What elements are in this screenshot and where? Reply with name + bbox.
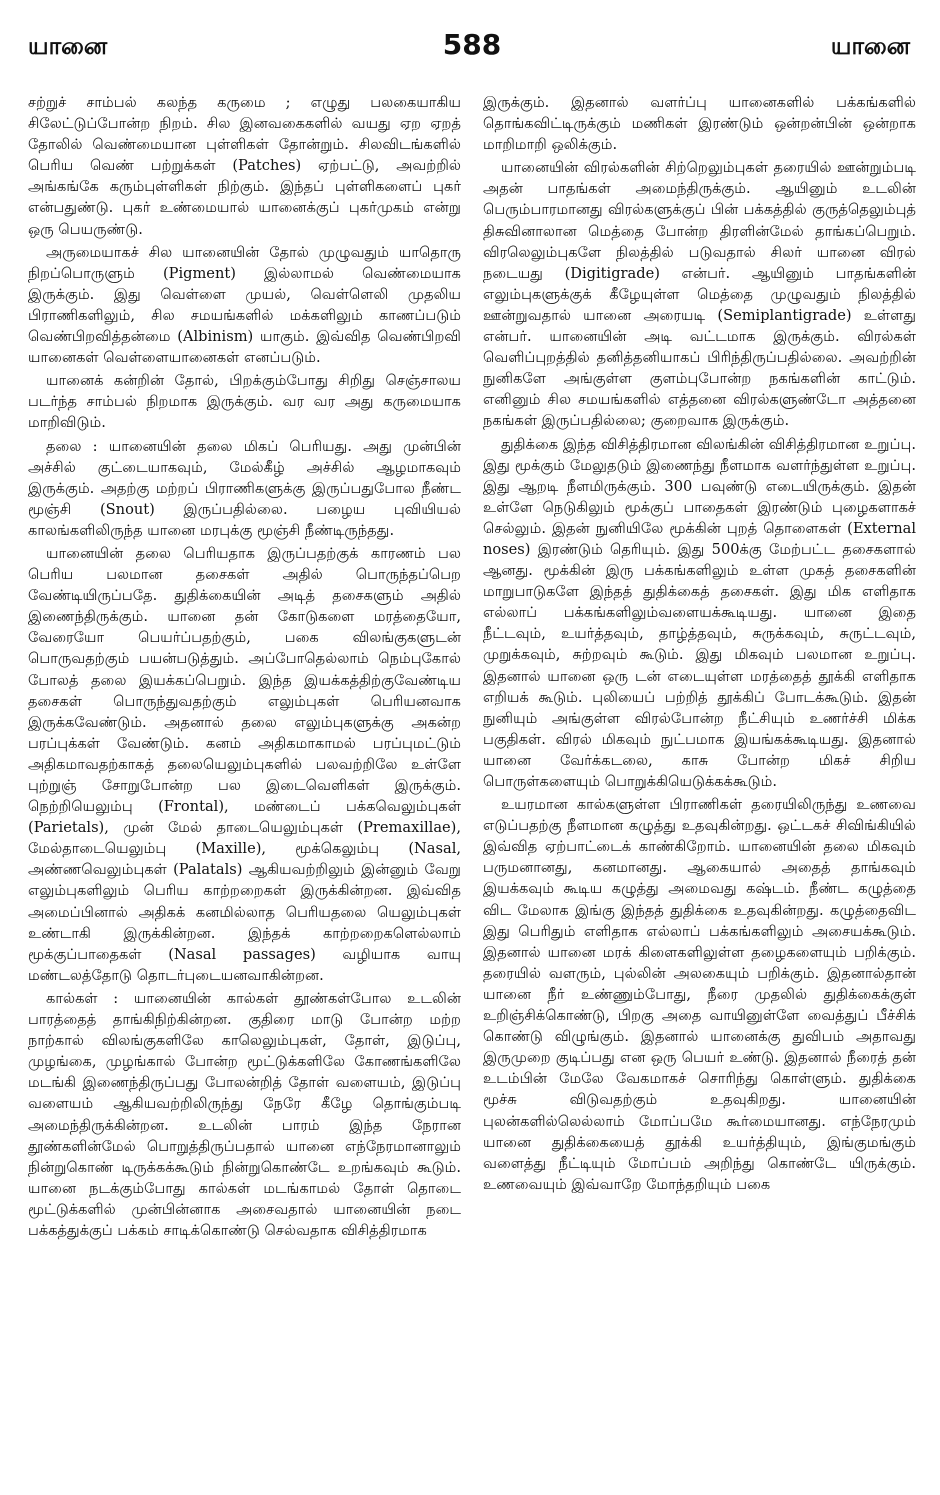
running-head-right: யானை [830, 32, 910, 60]
text-columns [28, 92, 916, 1243]
paragraph: தலை : யானையின் தலை மிகப் பெரியது. அது முன்பின் அச்சில் குட்டையாகவும், மேல்கீழ் அச்சில் ஆழமாகவும் இருக்கும். அதற்கு மற்றப் பிராணிகளுக்கு இருப்பதுபோல நீண்ட மூஞ்சி (Snout) இருப்பதில்லை. பழைய புவியியல் காலங்களிலிருந்த யானை மரபுக்கு மூஞ்சி நீண்டிருந்தது. [28, 437, 461, 539]
paragraph: யானையின் விரல்களின் சிற்றெலும்புகள் தரையில் ஊன்றும்படி அதன் பாதங்கள் அமைந்திருக்கும். ஆயினும் உடலின் பெரும்பாரமானது விரல்களுக்குப் பின் பக்கத்தில் குருத்தெலும்புத் திசுவினாலான மெத்தை போன்ற திரளின்மேல் தாங்கப்பெறும். விரலெலும்புகளே நிலத்தில் படுவதால் சிலர் யானை விரல் நடையது (Digitigrade) என்பர். ஆயினும் பாதங்களின் எலும்புகளுக்குக் கீழேயுள்ள மெத்தை முழுவதும் நிலத்தில் ஊன்றுவதால் யானை அரையடி (Semiplantigrade) உள்ளது என்பர். யானையின் அடி வட்டமாக இருக்கும். விரல்கள் வெளிப்புறத்தில் தனித்தனியாகப் பிரிந்திருப்பதில்லை. அவற்றின் நுனிகளே அங்குள்ள குளம்புபோன்ற நகங்களின் காட்டும். எனினும் சில சமயங்களில் எத்தனை விரல்களுண்டோ அத்தனை நகங்கள் இருப்பதில்லை; குறைவாக இருக்கும். [483, 159, 916, 430]
page-number: 588 [442, 28, 502, 61]
paragraph: யானையின் தலை பெரியதாக இருப்பதற்குக் காரணம் பல பெரிய பலமான தசைகள் அதில் பொருந்தப்பெற வேண்டியிருப்பதே. துதிக்கையின் அடித் தசைகளும் அதில் இணைந்திருக்கும். யானை தன் கோடுகளை மரத்தையோ, வேரையோ பெயர்ப்பதற்கும், பகை விலங்குகளுடன் பொருவதற்கும் பயன்படுத்தும். அப்போதெல்லாம் நெம்புகோல் போலத் தலை இயக்கப்பெறும். இந்த இயக்கத்திற்குவேண்டிய தசைகள் பொருந்துவதற்கும் எலும்புகள் பெரியனவாக இருக்கவேண்டும். அதனால் தலை எலும்புகளுக்கு அகன்ற பரப்புக்கள் வேண்டும். கனம் அதிகமாகாமல் பரப்புமட்டும் அதிகமாவதற்காகத் தலையெலும்புகளில் பலவற்றிலே உள்ளே புற்றுஞ் சோறுபோன்ற பல இடைவெளிகள் இருக்கும். நெற்றியெலும்பு (Frontal), மண்டைப் பக்கவெலும்புகள் (Parietals), முன் மேல் தாடையெலும்புகள் (Premaxillae), மேல்தாடையெலும்பு (Maxille), மூக்கெலும்பு (Nasal, அண்ணவெலும்புகள் (Palatals) ஆகியவற்றிலும் இன்னும் வேறு எலும்புகளிலும் பெரிய காற்றறைகள் இருக்கின்றன. இவ்வித அமைப்பினால் அதிகக் கனமில்லாத பெரியதலை யெலும்புகள் உண்டாகி இருக்கின்றன. இந்தக் காற்றறைகளெல்லாம் மூக்குப்பாதைகள் (Nasal passages) வழியாக வாயு மண்டலத்தோடு தொடர்புடையனவாகின்றன. [28, 544, 461, 984]
paragraph: கால்கள் : யானையின் கால்கள் தூண்கள்போல உடலின் பாரத்தைத் தாங்கிநிற்கின்றன. குதிரை மாடு போன்ற மற்ற நாற்கால் விலங்குகளிலே காலெலும்புகள், தோள், இடுப்பு, முழங்கை, முழங்கால் போன்ற மூட்டுக்களிலே கோணங்களிலே மடங்கி இணைந்திருப்பது போலன்றித் தோள் வளையம், இடுப்பு வளையம் ஆகியவற்றிலிருந்து நேரே கீழே தொங்கும்படி அமைந்திருக்கின்றன. உடலின் பாரம் இந்த நேரான தூண்களின்மேல் பொறுத்திருப்பதால் யானை எந்நேரமானாலும் நின்றுகொண் டிருக்கக்கூடும் நின்றுகொண்டே உறங்கவும் கூடும். யானை நடக்கும்போது கால்கள் மடங்காமல் தோள் தொடை மூட்டுக்களில் முன்பின்னாக அசைவதால் யானையின் நடை பக்கத்துக்குப் பக்கம் சாடிக்கொண்டு செல்வதாக விசித்திரமாக [28, 989, 461, 1239]
paragraph: உயரமான கால்களுள்ள பிராணிகள் தரையிலிருந்து உணவை எடுப்பதற்கு நீளமான கழுத்து உதவுகின்றது. ஒட்டகச் சிவிங்கியில் இவ்வித ஏற்பாட்டைக் காண்கிறோம். யானையின் தலை மிகவும் பருமனானது, கனமானது. ஆகையால் அதைத் தாங்கவும் இயக்கவும் கூடிய கழுத்து அமைவது கஷ்டம். நீண்ட கழுத்தை விட மேலாக இங்கு இந்தத் துதிக்கை உதவுகின்றது. கழுத்தைவிட இது பெரிதும் எளிதாக எல்லாப் பக்கங்களிலும் அசையக்கூடும். இதனால் யானை மரக் கிளைகளிலுள்ள தழைகளையும் பறிக்கும். தரையில் வளரும், புல்லின் அலகையும் பறிக்கும். இதனால்தான் யானை நீர் உண்ணும்போது, நீரை முதலில் துதிக்கைக்குள் உறிஞ்சிக்கொண்டு, பிறகு அதை வாயினுள்ளே வைத்துப் பீச்சிக் கொண்டு விழுங்கும். இதனால் யானைக்கு துவிபம் அதாவது இருமுறை குடிப்பது என ஒரு பெயர் உண்டு. இதனால் நீரைத் தன் உடம்பின் மேலே வேகமாகச் சொரிந்து கொள்ளும். துதிக்கை மூச்சு விடுவதற்கும் உதவுகிறது. யானையின் புலன்களில்லெல்லாம் மோப்பமே கூர்மையானது. எந்நேரமும் யானை துதிக்கையைத் தூக்கி உயர்த்தியும், இங்குமங்கும் வளைத்து நீட்டியும் மோப்பம் அறிந்து கொண்டே யிருக்கும். உணவையும் இவ்வாறே மோந்தறியும் பகை [483, 796, 916, 1193]
paragraph: துதிக்கை இந்த விசித்திரமான விலங்கின் விசித்திரமான உறுப்பு. இது மூக்கும் மேலுதடும் இணைந்து நீளமாக வளர்ந்துள்ள உறுப்பு. இது ஆறடி நீளமிருக்கும். 300 பவுண்டு எடையிருக்கும். இதன் உள்ளே நெடுகிலும் மூக்குப் பாதைகள் இரண்டும் புழைகளாகச் செல்லும். இதன் நுனியிலே மூக்கின் புறத் தொளைகள் (External noses) இரண்டும் தெரியும். இது 500க்கு மேற்பட்ட தசைகளால் ஆனது. மூக்கின் இரு பக்கங்களிலும் உள்ள முகத் தசைகளின் மாறுபாடுகளே இந்தத் துதிக்கைத் தசைகள். இது மிக எளிதாக எல்லாப் பக்கங்களிலும்வளையக்கூடியது. யானை இதை நீட்டவும், உயர்த்தவும், தாழ்த்தவும், சுருக்கவும், சுருட்டவும், முறுக்கவும், சுற்றவும் கூடும். இது மிகவும் பலமான உறுப்பு. இதனால் யானை ஒரு டன் எடையுள்ள மரத்தைத் தூக்கி எளிதாக எறியக் கூடும். புலியைப் பற்றித் தூக்கிப் போடக்கூடும். இதன் நுனியும் அங்குள்ள விரல்போன்ற நீட்சியும் உணர்ச்சி மிக்க பகுதிகள். விரல் மிகவும் நுட்பமாக இயங்கக்கூடியது. இதனால் யானை வேர்க்கடலை, காசு போன்ற மிகச் சிறிய பொருள்களையும் பொறுக்கியெடுக்கக்கூடும். [483, 435, 916, 790]
running-head-left: யானை [28, 32, 108, 60]
paragraph: யானைக் கன்றின் தோல், பிறக்கும்போது சிறிது செஞ்சாலய படர்ந்த சாம்பல் நிறமாக இருக்கும். வர வர அது கருமையாக மாறிவிடும். [28, 372, 461, 432]
paragraph: அருமையாகச் சில யானையின் தோல் முழுவதும் யாதொரு நிறப்பொருளும் (Pigment) இல்லாமல் வெண்மையாக இருக்கும். இது வெள்ளை முயல், வெள்ளெலி முதலிய பிராணிகளிலும், சில சமயங்களில் மக்களிலும் காணப்படும் வெண்பிறவித்தன்மை (Albinism) யாகும். இவ்வித வெண்பிறவி யானைகள் வெள்ளையானைகள் எனப்படும். [28, 243, 461, 367]
paragraph: இருக்கும். இதனால் வளர்ப்பு யானைகளில் பக்கங்களில் தொங்கவிட்டிருக்கும் மணிகள் இரண்டும் ஒன்றன்பின் ஒன்றாக மாறிமாறி ஒலிக்கும். [483, 94, 916, 154]
right-column [483, 92, 916, 1243]
left-column [28, 92, 461, 1243]
paragraph: சற்றுச் சாம்பல் கலந்த கருமை ; எழுது பலகையாகிய சிலேட்டுப்போன்ற நிறம். சில இனவகைகளில் வயது ஏற ஏறத் தோலில் வெண்மையான புள்ளிகள் தோன்றும். சிலவிடங்களில் பெரிய வெண் பற்றுக்கள் (Patches) ஏற்பட்டு, அவற்றில் அங்கங்கே கரும்புள்ளிகள் நிற்கும். இந்தப் புள்ளிகளைப் புகர் என்பதுண்டு. புகர் உண்மையால் யானைக்குப் புகர்முகம் என்று ஒரு பெயருண்டு. [28, 94, 461, 238]
page-header [28, 28, 916, 72]
